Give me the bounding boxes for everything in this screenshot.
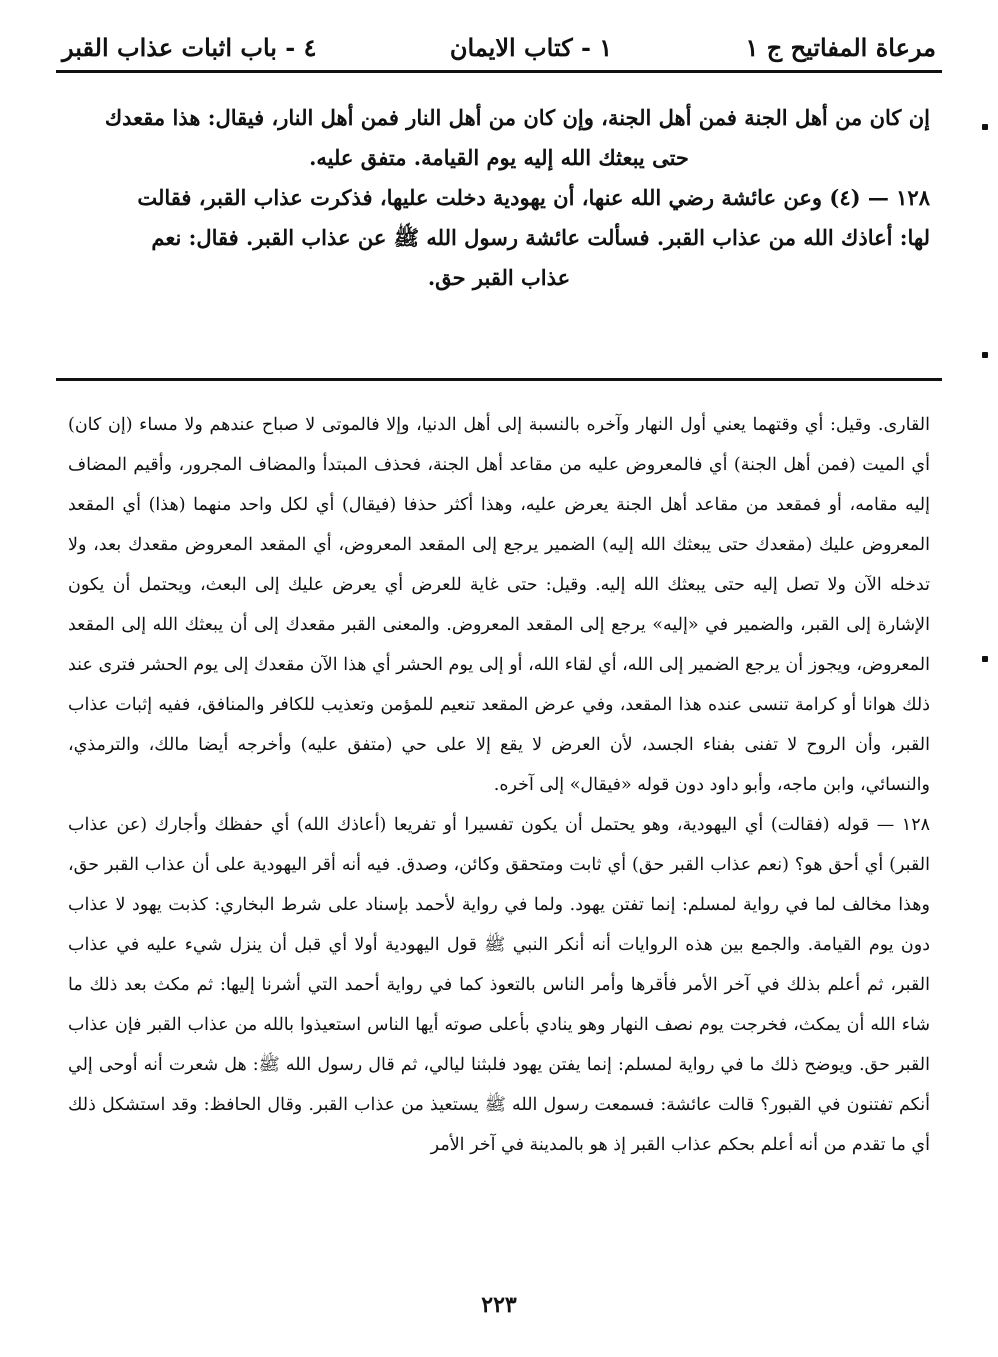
hadith-line: لها: أعاذك الله من عذاب القبر. فسألت عائشة رسول الله ﷺ عن عذاب القبر. فقال: نعم [151, 225, 930, 250]
running-header [62, 24, 936, 70]
commentary-text [68, 405, 930, 1165]
header-chapter: ١ - كتاب الايمان [449, 32, 613, 62]
hadith-line: إن كان من أهل الجنة فمن أهل الجنة، وإن كان من أهل النار فمن أهل النار، فيقال: هذا مقعدك [104, 105, 930, 130]
hadith-line: عذاب القبر حق. [427, 265, 571, 290]
header-section: ٤ - باب اثبات عذاب القبر [62, 32, 317, 62]
hadith-line: حتى يبعثك الله إليه يوم القيامة. متفق عليه. [309, 145, 689, 170]
commentary-paragraph: القارى. وقيل: أي وقتهما يعني أول النهار وآخره بالنسبة إلى أهل الدنيا، وإلا فالموتى لا صباح عندهم ولا مساء (إن كان) أي الميت (فمن أهل الجنة) أي فالمعروض عليه من مقاعد أهل الجنة، فحذف المبتدأ والمضاف المجرور، وأقيم المضاف إليه مقامه، أو فمقعد من مقاعد أهل الجنة يعرض عليه، وهذا أكثر حذفا (فيقال) أي لكل واحد منهما (هذا) أي المقعد المعروض عليك (مقعدك حتى يبعثك الله إليه) الضمير يرجع إلى المقعد المعروض، أي المقعد المعروض مقعدك بعد، ولا تدخله الآن ولا تصل إليه حتى يبعثك الله إليه. وقيل: حتى غاية للعرض أي يعرض عليك إلى البعث، ويحتمل أن يكون الإشارة إلى القبر، والضمير في «إليه» يرجع إلى المقعد المعروض. والمعنى القبر مقعدك إلى أن يبعثك الله إلى المقعد المعروض، ويجوز أن يرجع الضمير إلى الله، أي لقاء الله، أو إلى يوم الحشر أي هذا الآن مقعدك إلى يوم الحشر فترى عند ذلك هوانا أو كرامة تنسى عنده هذا المقعد، وفي عرض المقعد تنعيم للمؤمن وتعذيب للكافر والمنافق، ففيه إثبات عذاب القبر، وأن الروح لا تفنى بفناء الجسد، لأن العرض لا يقع إلا على حي (متفق عليه) وأخرجه أيضا مالك، والترمذي، والنسائي، وابن ماجه، وأبو داود دون قوله «فيقال» إلى آخره. [68, 415, 930, 795]
margin-mark [982, 352, 988, 358]
page-number: ٢٢٣ [481, 1292, 517, 1318]
hadith-text [68, 98, 930, 298]
section-divider [56, 378, 942, 381]
margin-mark [982, 656, 988, 662]
header-rule [56, 70, 942, 73]
header-book-title: مرعاة المفاتيح ج ١ [745, 32, 936, 62]
commentary-paragraph: ١٢٨ — قوله (فقالت) أي اليهودية، وهو يحتمل أن يكون تفسيرا أو تفريعا (أعاذك الله) أي حفظك وأجارك (عن عذاب القبر) أي أحق هو؟ (نعم عذاب القبر حق) أي ثابت ومتحقق وكائن، وصدق. فيه أنه أقر اليهودية على أن عذاب القبر حق، وهذا مخالف لما في رواية لمسلم: إنما تفتن يهود. ولما في رواية لأحمد بإسناد على شرط البخاري: كذبت يهود لا عذاب دون يوم القيامة. والجمع بين هذه الروايات أنه أنكر النبي ﷺ قول اليهودية أولا أي قبل أن ينزل شيء عليه في عذاب القبر، ثم أعلم بذلك في آخر الأمر فأقرها وأمر الناس بالتعوذ كما في رواية أحمد التي أشرنا إليها: ثم مكث بعد ذلك ما شاء الله أن يمكث، فخرجت يوم نصف النهار وهو ينادي بأعلى صوته أيها الناس استعيذوا بالله من عذاب القبر فإن عذاب القبر حق. ويوضح ذلك ما في رواية لمسلم: إنما يفتن يهود فلبثنا ليالي، ثم قال رسول الله ﷺ: هل شعرت أنه أوحى إلي أنكم تفتنون في القبور؟ قالت عائشة: فسمعت رسول الله ﷺ يستعيذ من عذاب القبر. وقال الحافظ: وقد استشكل ذلك أي ما تقدم من أنه أعلم بحكم عذاب القبر إذ هو بالمدينة في آخر الأمر [68, 815, 930, 1155]
hadith-line: ١٢٨ — (٤) وعن عائشة رضي الله عنها، أن يهودية دخلت عليها، فذكرت عذاب القبر، فقالت [137, 185, 930, 210]
margin-mark [982, 124, 988, 130]
